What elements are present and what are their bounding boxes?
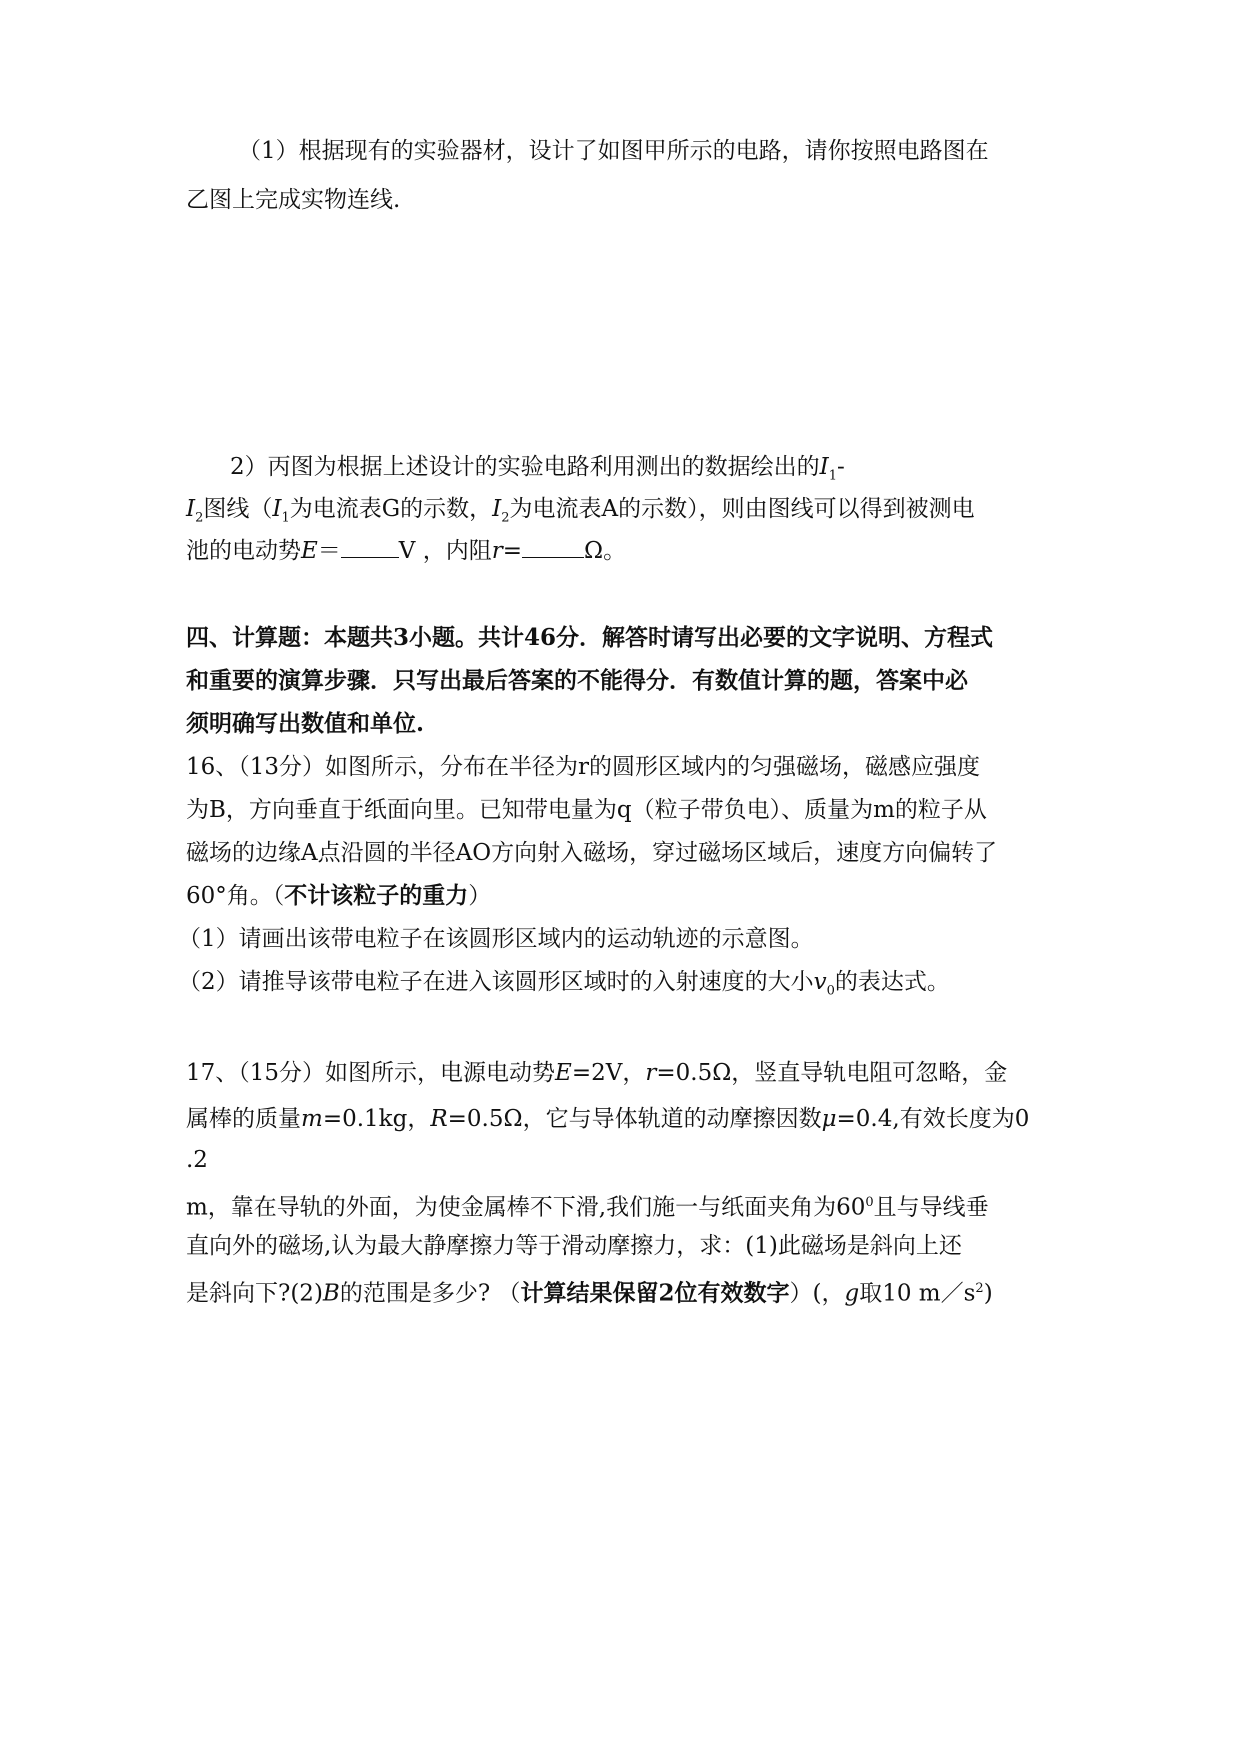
q17-line2: 属棒的质量m=0.1kg，R=0.5Ω，它与导体轨道的动摩擦因数μ=0.4,有效长度为0 (186, 1106, 1030, 1132)
q15-part2-line1: 2）丙图为根据上述设计的实验电路利用测出的数据绘出的$I_1-$ (230, 454, 845, 484)
q16-line2: 为B，方向垂直于纸面向里。已知带电量为q（粒子带负电）、质量为m的粒子从 (186, 797, 987, 823)
q16-sub2: （2）请推导该带电粒子在进入该圆形区域时的入射速度的大小$v_0$的表达式。 (178, 969, 950, 999)
q16-line3: 磁场的边缘A点沿圆的半径AO方向射入磁场，穿过磁场区域后，速度方向偏转了 (186, 840, 998, 866)
emf-answer-blank (341, 535, 399, 558)
q15-part2-line3: 池的电动势E＝ V ，内阻r= Ω。 (186, 534, 1066, 568)
section4-heading-line3: 须明确写出数值和单位. (186, 710, 425, 737)
q15-part1-line2: 乙图上完成实物连线. (186, 187, 401, 213)
q16-line1: 16、（13分）如图所示，分布在半径为r的圆形区域内的匀强磁场，磁感应强度 (186, 754, 981, 780)
resistance-answer-blank (522, 535, 584, 558)
q16-sub1: （1）请画出该带电粒子在该圆形区域内的运动轨迹的示意图。 (178, 926, 814, 952)
q17-line1: 17、（15分）如图所示，电源电动势E=2V，r=0.5Ω，竖直导轨电阻可忽略，金 (186, 1060, 1008, 1086)
section4-heading-line1: 四、计算题：本题共3小题。共计46分．解答时请写出必要的文字说明、方程式 (186, 624, 994, 651)
section4-heading-line2: 和重要的演算步骤．只写出最后答案的不能得分．有数值计算的题，答案中必 (186, 667, 968, 694)
q16-line4: 60°角。（不计该粒子的重力） (186, 882, 492, 909)
q15-part1-line1: （1）根据现有的实验器材，设计了如图甲所示的电路，请你按照电路图在 (238, 138, 989, 164)
q17-line3: .2 (186, 1147, 208, 1173)
q15-part2-line2: $I_2$图线（$I_1$为电流表G的示数，$I_2$为电流表A的示数），则由图线可以得到被测电 (186, 496, 975, 526)
q17-line6: 是斜向下?(2)B的范围是多少? （计算结果保留2位有效数字）(，g取10 $m/s^2$) (186, 1279, 993, 1307)
q17-line4: m，靠在导轨的外面，为使金属棒不下滑,我们施一与纸面夹角为$60^0$且与导线垂 (186, 1194, 989, 1221)
q17-line5: 直向外的磁场,认为最大静摩擦力等于滑动摩擦力，求：(1)此磁场是斜向上还 (186, 1233, 962, 1259)
